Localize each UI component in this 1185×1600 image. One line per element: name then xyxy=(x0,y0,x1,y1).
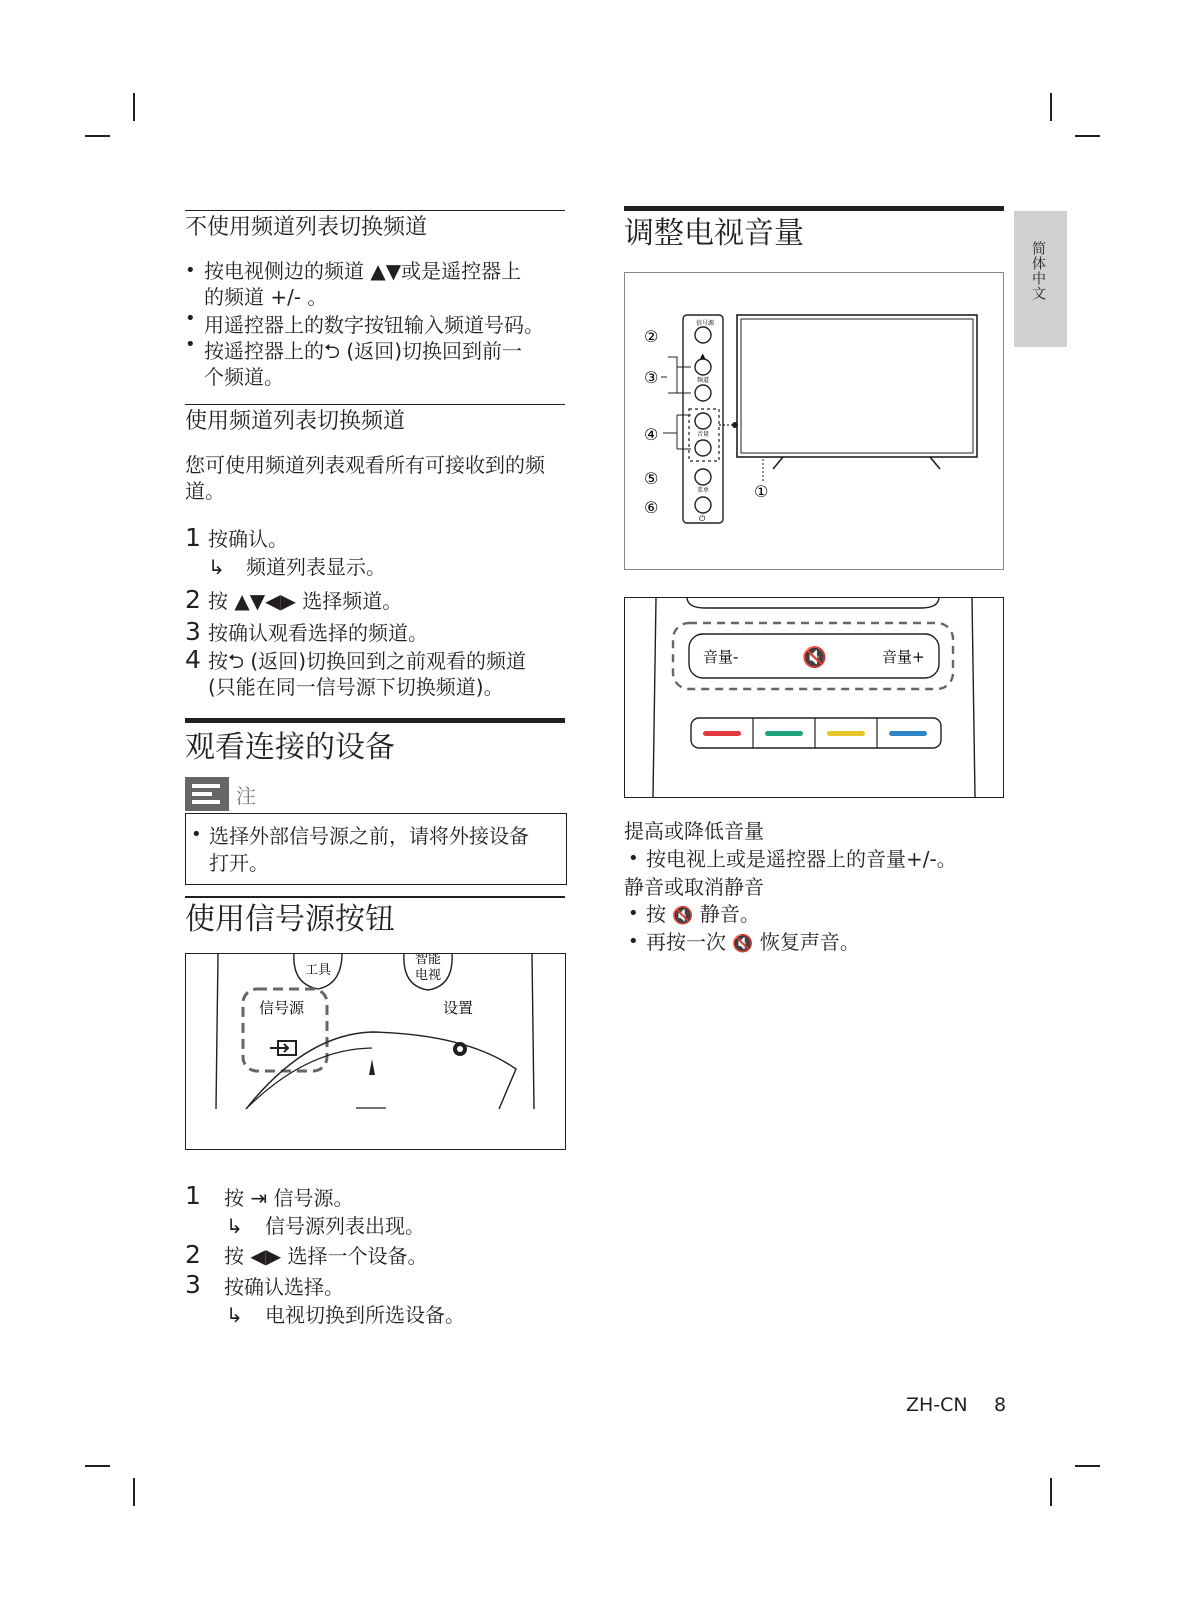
crop-mark xyxy=(133,1478,135,1506)
mute-icon: 🔇 xyxy=(732,934,754,954)
page-number: 8 xyxy=(994,1394,1007,1416)
mute-icon: 🔇 xyxy=(802,645,827,669)
panel-button-label: 菜单 xyxy=(697,487,710,494)
bullet-text xyxy=(646,901,760,929)
remote-source-figure xyxy=(185,953,566,1150)
step-result: 电视切换到所选设备。 xyxy=(265,1303,465,1327)
language-tab xyxy=(1014,211,1067,347)
note-label: 注 xyxy=(236,784,256,808)
settings-button-label: 设置 xyxy=(443,999,474,1017)
panel-button-label: 频道 xyxy=(697,377,710,384)
step-number: 3 xyxy=(185,617,201,646)
callout-number: ② xyxy=(644,327,659,346)
tv-buttons-illustration xyxy=(625,273,1003,569)
bullet-dot: • xyxy=(628,903,639,924)
crop-mark xyxy=(1075,135,1100,137)
power-icon: ⏻ xyxy=(699,514,706,523)
step-text xyxy=(208,648,526,674)
section-rule xyxy=(185,718,565,723)
red-key xyxy=(703,731,741,736)
step-number: 2 xyxy=(185,585,201,614)
callout-number: ③ xyxy=(644,368,659,387)
green-key xyxy=(765,731,803,736)
step-number: 1 xyxy=(185,1181,201,1210)
step-number: 4 xyxy=(185,645,201,674)
step-number: 3 xyxy=(185,1270,201,1299)
section-title-volume: 调整电视音量 xyxy=(624,216,804,251)
step-text: (只能在同一信号源下切换频道)。 xyxy=(208,675,504,699)
step-text: 按确认观看选择的频道。 xyxy=(208,621,428,645)
subsection-heading: 提高或降低音量 xyxy=(624,819,764,843)
paragraph-line: 您可使用频道列表观看所有可接收到的频 xyxy=(185,453,545,477)
section-rule xyxy=(185,896,565,898)
note-text: 打开。 xyxy=(209,851,269,875)
crop-mark xyxy=(85,1465,110,1467)
tv-buttons-figure xyxy=(624,272,1004,570)
callout-number: ① xyxy=(754,482,769,501)
callout-number: ④ xyxy=(644,425,659,444)
source-icon: ⇥ xyxy=(250,1186,268,1210)
note-text: 选择外部信号源之前，请将外接设备 xyxy=(209,824,529,848)
step-text: 按 ◀▶ 选择一个设备。 xyxy=(224,1244,428,1268)
panel-button-label: 音量 xyxy=(697,431,710,438)
bullet-text: 用遥控器上的数字按钮输入频道号码。 xyxy=(204,313,544,337)
bullet-text: 按电视侧边的频道 ▲▼或是遥控器上 xyxy=(204,259,522,283)
bullet-dot: • xyxy=(185,308,196,329)
source-button-label: 信号源 xyxy=(259,999,305,1017)
back-icon: ⮌ xyxy=(324,339,341,363)
remote-source-illustration xyxy=(186,954,565,1149)
step-result: 频道列表显示。 xyxy=(246,555,386,579)
bullet-text-part: 再按一次 xyxy=(646,930,726,954)
remote-volume-illustration xyxy=(625,598,1003,797)
mute-icon: 🔇 xyxy=(672,906,694,926)
language-tab-label: 简体中文 xyxy=(1030,241,1046,301)
tools-button-label: 工具 xyxy=(305,963,332,978)
bullet-text: 的频道 +/- 。 xyxy=(204,285,328,309)
section-heading-no-list: 不使用频道列表切换频道 xyxy=(185,210,565,243)
bullet-dot: • xyxy=(185,334,196,355)
crop-mark xyxy=(85,135,110,137)
bullet-text xyxy=(646,929,860,957)
crop-mark xyxy=(133,93,135,121)
step-text: 按确认。 xyxy=(208,527,288,551)
remote-volume-figure xyxy=(624,597,1004,798)
footer-language: ZH-CN xyxy=(906,1394,968,1416)
bullet-dot: • xyxy=(185,260,196,281)
crop-mark xyxy=(1050,93,1052,121)
step-result: 信号源列表出现。 xyxy=(265,1214,425,1238)
volume-down-label: 音量- xyxy=(703,648,739,666)
bullet-text-part: 静音。 xyxy=(699,902,760,926)
smart-tv-label: 智能 xyxy=(415,954,442,967)
step-text-part: 信号源。 xyxy=(273,1186,354,1210)
section-rule xyxy=(624,206,1004,211)
result-arrow-icon: ↳ xyxy=(208,555,225,579)
bullet-text xyxy=(204,338,522,364)
crop-mark xyxy=(1075,1465,1100,1467)
source-icon xyxy=(270,1041,296,1055)
result-arrow-icon: ↳ xyxy=(226,1214,243,1238)
bullet-text-part: 按遥控器上的 xyxy=(204,339,324,363)
bullet-text: 按电视上或是遥控器上的音量+/-。 xyxy=(646,847,957,871)
step-text: 按确认选择。 xyxy=(224,1275,344,1299)
step-text: 按 ▲▼◀▶ 选择频道。 xyxy=(208,589,403,613)
panel-button-label: 信号源 xyxy=(696,320,715,327)
step-text-part: 按 xyxy=(208,649,228,673)
yellow-key xyxy=(827,731,865,736)
section-heading-list: 使用频道列表切换频道 xyxy=(185,404,565,437)
panel-button-label: ▲ xyxy=(700,352,706,360)
callout-number: ⑤ xyxy=(644,469,659,488)
subsection-heading: 静音或取消静音 xyxy=(624,875,764,899)
bullet-text-part: 恢复声音。 xyxy=(759,930,860,954)
blue-key xyxy=(889,731,927,736)
step-text xyxy=(224,1185,353,1211)
bullet-dot: • xyxy=(628,848,639,869)
callout-number: ⑥ xyxy=(644,498,659,517)
bullet-text-part: (返回)切换回到前一 xyxy=(346,339,522,363)
back-icon: ⮌ xyxy=(228,649,245,673)
bullet-dot: • xyxy=(628,931,639,952)
crop-mark xyxy=(1050,1478,1052,1506)
paragraph-line: 道。 xyxy=(185,479,225,503)
bullet-text-part: 按 xyxy=(646,902,666,926)
step-text-part: (返回)切换回到之前观看的频道 xyxy=(250,649,526,673)
step-number: 2 xyxy=(185,1240,201,1269)
bullet-text: 个频道。 xyxy=(204,365,284,389)
result-arrow-icon: ↳ xyxy=(226,1303,243,1327)
note-icon xyxy=(185,777,229,811)
section-title-devices: 观看连接的设备 xyxy=(185,730,395,765)
step-text-part: 按 xyxy=(224,1186,244,1210)
smart-tv-label: 电视 xyxy=(415,968,442,983)
bullet-dot: • xyxy=(191,824,202,845)
volume-up-label: 音量+ xyxy=(882,648,925,666)
section-title-source: 使用信号源按钮 xyxy=(185,902,395,937)
step-number: 1 xyxy=(185,523,201,552)
